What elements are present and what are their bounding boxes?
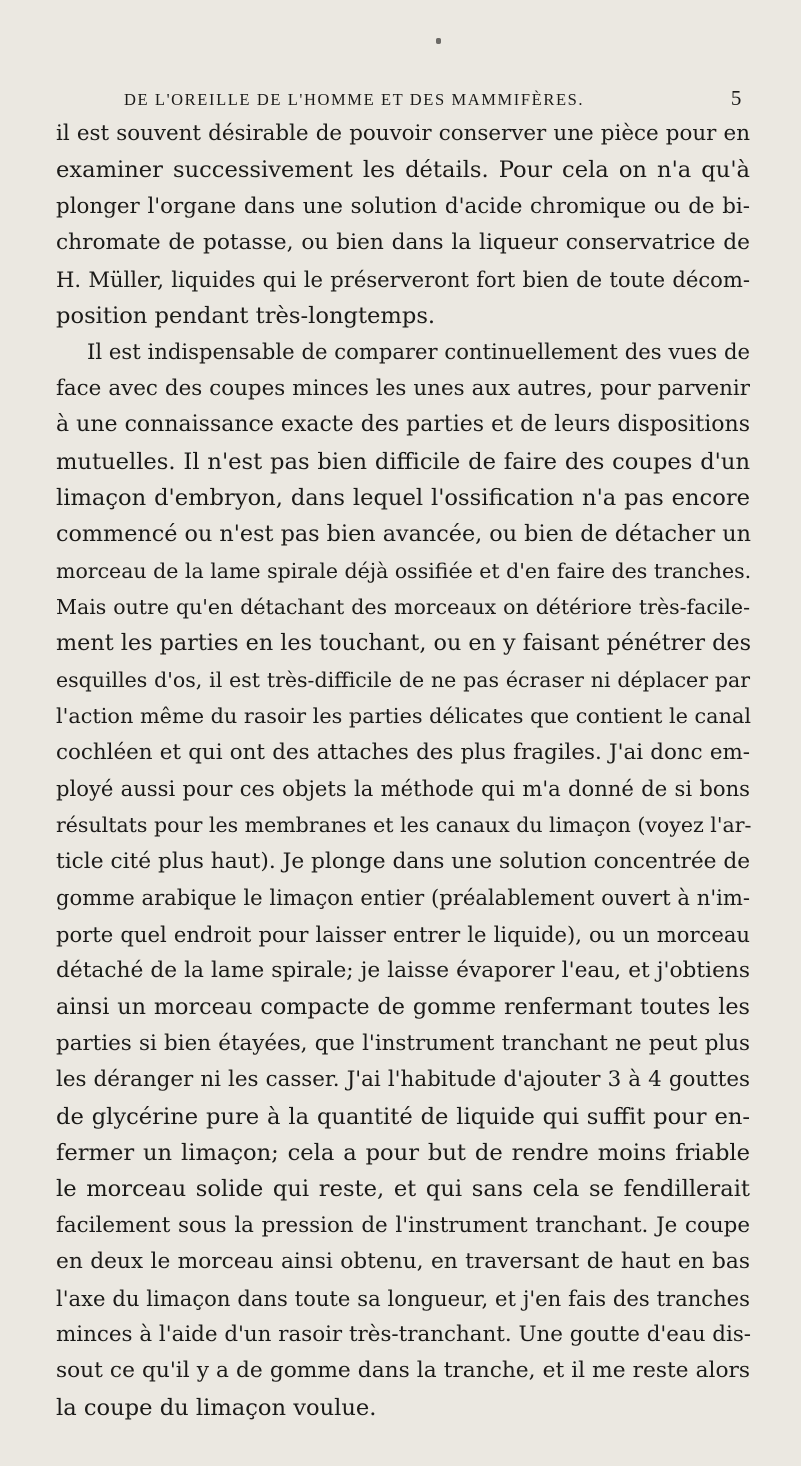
text-line: détaché de la lame spirale; je laisse évaporer l'eau, et j'obtiens [56,957,750,983]
text-line: fermer un limaçon; cela a pour but de rendre moins friable [56,1139,750,1166]
text-line: face avec des coupes minces les unes aux autres, pour parvenir [56,375,750,401]
text-line: l'axe du limaçon dans toute sa longueur, et j'en fais des tranches [56,1285,750,1311]
text-line: Mais outre qu'en détachant des morceaux on détériore très-facile- [56,595,750,620]
text-line: commencé ou n'est pas bien avancée, ou bien de détacher un [56,521,752,548]
text-line: ainsi un morceau compacte de gomme renfermant toutes les [56,994,750,1021]
text-line: il est souvent désirable de pouvoir conserver une pièce pour en [56,121,750,146]
text-line: sout ce qu'il y a de gomme dans la tranche, et il me reste alors [56,1358,750,1384]
text-line: le morceau solide qui reste, et qui sans cela se fendillerait [56,1176,750,1203]
text-line: la coupe du limaçon voulue. [56,1394,377,1421]
print-speck [436,38,441,44]
text-line: facilement sous la pression de l'instrument tranchant. Je coupe [56,1212,750,1238]
text-line: résultats pour les membranes et les canaux du limaçon (voyez l'ar- [56,813,752,838]
text-line: minces à l'aide d'un rasoir très-tranchant. Une goutte d'eau dis- [56,1321,752,1347]
text-line: porte quel endroit pour laisser entrer le liquide), ou un morceau [56,921,750,947]
text-line: morceau de la lame spirale déjà ossifiée et d'en faire des tranches. [56,558,752,583]
text-line: examiner successivement les détails. Pour cela on n'a qu'à [56,157,750,184]
text-line: ment les parties en les touchant, ou en y faisant pénétrer des [56,630,752,657]
text-line: cochléen et qui ont des attaches des plus fragiles. J'ai donc em- [56,739,750,765]
text-line: H. Müller, liquides qui le préserveront fort bien de toute décom- [56,266,750,292]
text-line: position pendant très-longtemps. [56,302,436,329]
text-line: l'action même du rasoir les parties délicates que contient le canal [56,704,752,729]
running-header [124,86,743,112]
body-text [56,116,750,1426]
page-number: 5 [730,86,743,110]
text-line: mutuelles. Il n'est pas bien difficile de faire des coupes d'un [56,448,750,475]
text-line: esquilles d'os, il est très-difficile de ne pas écraser ni déplacer par [56,667,750,692]
text-line: Il est indispensable de comparer continuellement des vues de [87,339,750,365]
running-title: DE L'OREILLE DE L'HOMME ET DES MAMMIFÈRES. [124,90,585,109]
text-line: les déranger ni les casser. J'ai l'habitude d'ajouter 3 à 4 gouttes [56,1067,750,1093]
text-line: limaçon d'embryon, dans lequel l'ossification n'a pas encore [56,484,750,511]
text-line: à une connaissance exacte des parties et de leurs dispositions [56,412,750,438]
text-line: plonger l'organe dans une solution d'acide chromique ou de bi- [56,193,750,219]
text-line: gomme arabique le limaçon entier (préalablement ouvert à n'im- [56,885,750,911]
text-line: en deux le morceau ainsi obtenu, en traversant de haut en bas [56,1249,750,1275]
text-line: chromate de potasse, ou bien dans la liqueur conservatrice de [56,230,750,256]
text-line: ticle cité plus haut). Je plonge dans une solution concentrée de [56,848,751,874]
text-line: ployé aussi pour ces objets la méthode qui m'a donné de si bons [56,776,750,802]
text-line: de glycérine pure à la quantité de liquide qui suffit pour en- [56,1103,750,1130]
text-line: parties si bien étayées, que l'instrument tranchant ne peut plus [56,1030,750,1056]
